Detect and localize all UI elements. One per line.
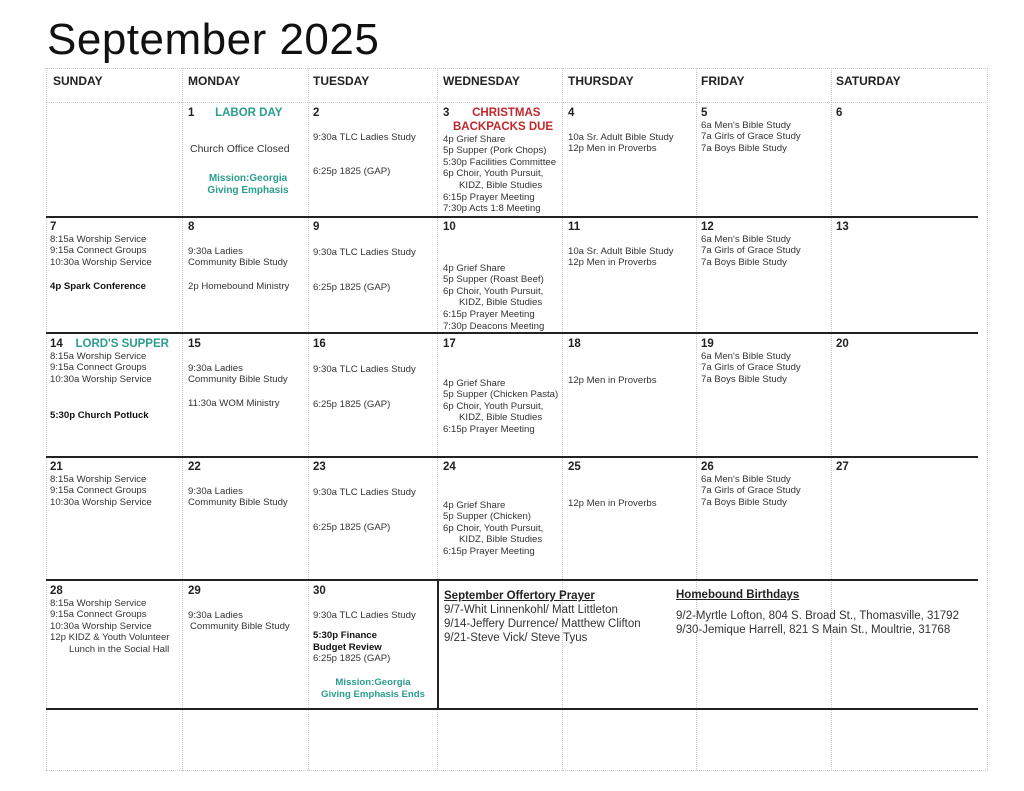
day-number: 4 xyxy=(568,107,575,119)
event-text: 6:25p 1825 (GAP) xyxy=(313,399,391,411)
event-text: 5p Supper (Roast Beef) xyxy=(443,274,544,286)
week-divider xyxy=(46,456,978,458)
day-number: 16 xyxy=(313,338,326,350)
day-cell xyxy=(313,462,433,534)
day-cell xyxy=(701,462,829,508)
lords-supper-label: LORD'S SUPPER xyxy=(75,338,169,350)
day-cell xyxy=(443,108,561,215)
event-text: 7a Boys Bible Study xyxy=(701,256,787,268)
event-text: 7:30p Acts 1:8 Meeting xyxy=(443,203,541,215)
day-cell xyxy=(443,339,561,436)
event-text: Community Bible Study xyxy=(188,257,288,269)
day-header-saturday: SATURDAY xyxy=(836,74,901,88)
holiday-label: LABOR DAY xyxy=(215,107,283,119)
event-text: KIDZ, Bible Studies xyxy=(459,412,543,424)
event-text: 8:15a Worship Service xyxy=(50,473,147,485)
birthdays-section xyxy=(676,590,981,637)
day-number: 22 xyxy=(188,461,201,473)
day-number: 12 xyxy=(701,221,714,233)
birthdays-title: Homebound Birthdays xyxy=(676,589,800,601)
event-text: 6p Choir, Youth Pursuit, xyxy=(443,168,544,180)
day-cell xyxy=(443,222,561,332)
offertory-item: 9/14-Jeffery Durrence/ Matthew Clifton xyxy=(444,617,641,630)
week-divider xyxy=(46,579,978,581)
event-text: 12p KIDZ & Youth Volunteer xyxy=(50,632,170,644)
day-number: 7 xyxy=(50,221,57,233)
day-cell xyxy=(568,222,693,269)
day-cell xyxy=(836,339,849,351)
grid-divider xyxy=(182,68,183,771)
notes-divider xyxy=(437,580,439,709)
event-text: Church Office Closed xyxy=(190,142,290,155)
day-number: 27 xyxy=(836,461,849,473)
event-text: 4p Grief Share xyxy=(443,499,506,511)
event-text: 10:30a Worship Service xyxy=(50,256,152,268)
day-number: 5 xyxy=(701,107,708,119)
day-number: 2 xyxy=(313,107,320,119)
day-number: 26 xyxy=(701,461,714,473)
day-header-monday: MONDAY xyxy=(188,74,241,88)
offertory-item: 9/7-Whit Linnenkohl/ Matt Littleton xyxy=(444,603,618,616)
event-text: 12p Men in Proverbs xyxy=(568,497,657,509)
day-number: 19 xyxy=(701,338,714,350)
event-text: 7a Girls of Grace Study xyxy=(701,362,801,374)
event-text: Community Bible Study xyxy=(190,621,290,633)
day-cell xyxy=(313,339,433,411)
week-divider xyxy=(46,708,978,710)
grid-divider xyxy=(46,102,988,103)
event-text: 5p Supper (Chicken) xyxy=(443,511,531,523)
day-number: 6 xyxy=(836,107,843,119)
day-cell xyxy=(443,462,561,558)
day-number: 24 xyxy=(443,461,456,473)
day-cell xyxy=(313,222,433,294)
day-cell xyxy=(836,108,842,120)
day-number: 28 xyxy=(50,585,63,597)
event-text: 6p Choir, Youth Pursuit, xyxy=(443,522,544,534)
event-text: 10:30a Worship Service xyxy=(50,496,152,508)
highlight-label: CHRISTMAS xyxy=(472,107,541,119)
event-text: 4p Grief Share xyxy=(443,377,506,389)
day-number: 13 xyxy=(836,221,849,233)
day-cell xyxy=(701,108,829,154)
event-text: 5p Supper (Pork Chops) xyxy=(443,145,547,157)
day-header-tuesday: TUESDAY xyxy=(313,74,370,88)
event-text: KIDZ, Bible Studies xyxy=(459,297,543,309)
event-text: 5:30p Church Potluck xyxy=(50,410,149,422)
event-text: 4p Grief Share xyxy=(443,262,506,274)
day-number: 1 xyxy=(188,107,195,119)
offertory-item: 9/21-Steve Vick/ Steve Tyus xyxy=(444,631,588,644)
event-text: Community Bible Study xyxy=(188,497,288,509)
event-text: 9:30a TLC Ladies Study xyxy=(313,609,416,621)
day-number: 30 xyxy=(313,585,326,597)
event-text: 12p Men in Proverbs xyxy=(568,374,657,386)
event-text: 9:30a Ladies xyxy=(188,362,243,374)
event-text: 7a Girls of Grace Study xyxy=(701,131,801,143)
day-cell xyxy=(188,222,306,292)
event-text: 6:25p 1825 (GAP) xyxy=(313,282,391,294)
event-text: Budget Review xyxy=(313,641,382,653)
mission-label: Giving Emphasis xyxy=(207,184,289,196)
day-cell xyxy=(836,222,849,234)
event-text: 9:30a TLC Ladies Study xyxy=(313,363,416,375)
day-cell xyxy=(50,462,180,508)
event-text: 6:15p Prayer Meeting xyxy=(443,308,535,320)
day-cell xyxy=(701,222,829,268)
event-text: 6a Men's Bible Study xyxy=(701,473,791,485)
day-cell xyxy=(836,462,849,474)
mission-label: Mission:Georgia xyxy=(335,676,411,688)
event-text: 5p Supper (Chicken Pasta) xyxy=(443,389,559,401)
event-text: KIDZ, Bible Studies xyxy=(459,534,543,546)
day-number: 23 xyxy=(313,461,326,473)
event-text: 9:30a TLC Ladies Study xyxy=(313,246,416,258)
grid-divider xyxy=(308,68,309,771)
event-text: 6:25p 1825 (GAP) xyxy=(313,522,391,534)
event-text: 7:30p Deacons Meeting xyxy=(443,320,545,332)
event-text: 11:30a WOM Ministry xyxy=(188,397,280,409)
event-text: 9:30a Ladies xyxy=(188,245,243,257)
event-text: 4p Spark Conference xyxy=(50,281,146,293)
event-text: KIDZ, Bible Studies xyxy=(459,179,543,191)
grid-divider xyxy=(696,68,697,771)
day-number: 3 xyxy=(443,107,450,119)
day-cell xyxy=(188,462,306,509)
event-text: 9:15a Connect Groups xyxy=(50,609,147,621)
grid-divider xyxy=(562,68,563,771)
event-text: 12p Men in Proverbs xyxy=(568,257,657,269)
day-cell xyxy=(188,586,306,633)
event-text: 10a Sr. Adult Bible Study xyxy=(568,131,674,143)
event-text: 6p Choir, Youth Pursuit, xyxy=(443,400,544,412)
mission-label: Giving Emphasis Ends xyxy=(321,688,425,700)
day-cell xyxy=(313,108,433,178)
page-title: September 2025 xyxy=(47,15,380,64)
event-text: Lunch in the Social Hall xyxy=(69,643,170,655)
event-text: 7a Boys Bible Study xyxy=(701,373,787,385)
highlight-label: BACKPACKS DUE xyxy=(453,120,554,133)
event-text: 6:25p 1825 (GAP) xyxy=(313,166,391,178)
day-cell xyxy=(50,586,182,656)
event-text: 4p Grief Share xyxy=(443,133,506,145)
day-cell xyxy=(568,108,693,155)
day-header-sunday: SUNDAY xyxy=(53,74,103,88)
day-header-wednesday: WEDNESDAY xyxy=(443,74,520,88)
day-number: 17 xyxy=(443,338,456,350)
day-number: 11 xyxy=(568,221,581,233)
day-cell xyxy=(188,108,303,196)
day-number: 20 xyxy=(836,338,849,350)
day-cell xyxy=(50,222,180,293)
event-text: 10:30a Worship Service xyxy=(50,620,152,632)
day-number: 29 xyxy=(188,585,201,597)
event-text: 8:15a Worship Service xyxy=(50,350,147,362)
event-text: 6:15p Prayer Meeting xyxy=(443,423,535,435)
event-text: 5:30p Finance xyxy=(313,630,377,642)
event-text: 2p Homebound Ministry xyxy=(188,280,290,292)
grid-divider xyxy=(831,68,832,771)
day-number: 15 xyxy=(188,338,201,350)
event-text: 5:30p Facilities Committee xyxy=(443,156,557,168)
event-text: 7a Boys Bible Study xyxy=(701,496,787,508)
event-text: 9:30a TLC Ladies Study xyxy=(313,486,416,498)
event-text: 7a Girls of Grace Study xyxy=(701,245,801,257)
event-text: 7a Boys Bible Study xyxy=(701,142,787,154)
event-text: 8:15a Worship Service xyxy=(50,233,147,245)
day-header-friday: FRIDAY xyxy=(701,74,745,88)
event-text: 10:30a Worship Service xyxy=(50,373,152,385)
event-text: 6:25p 1825 (GAP) xyxy=(313,653,391,665)
day-cell xyxy=(313,586,433,700)
event-text: 9:30a Ladies xyxy=(188,609,243,621)
event-text: 12p Men in Proverbs xyxy=(568,143,657,155)
day-cell xyxy=(568,339,693,386)
event-text: 6a Men's Bible Study xyxy=(701,233,791,245)
event-text: 9:15a Connect Groups xyxy=(50,485,147,497)
day-cell xyxy=(701,339,829,385)
day-number: 25 xyxy=(568,461,581,473)
day-cell xyxy=(50,339,180,422)
birthday-item: 9/2-Myrtle Lofton, 804 S. Broad St., Thomasville, 31792 xyxy=(676,609,959,622)
birthday-item: 9/30-Jemique Harrell, 821 S Main St., Moultrie, 31768 xyxy=(676,623,951,636)
offertory-section xyxy=(444,591,674,645)
event-text: 7a Girls of Grace Study xyxy=(701,485,801,497)
event-text: 6a Men's Bible Study xyxy=(701,350,791,362)
day-number: 8 xyxy=(188,221,195,233)
event-text: 9:15a Connect Groups xyxy=(50,245,147,257)
event-text: 10a Sr. Adult Bible Study xyxy=(568,245,674,257)
event-text: 6p Choir, Youth Pursuit, xyxy=(443,285,544,297)
day-number: 10 xyxy=(443,221,456,233)
day-number: 14 xyxy=(50,338,63,350)
event-text: 6:15p Prayer Meeting xyxy=(443,545,535,557)
week-divider xyxy=(46,216,978,218)
mission-label: Mission:Georgia xyxy=(208,173,288,185)
event-text: 6:15p Prayer Meeting xyxy=(443,191,535,203)
event-text: 8:15a Worship Service xyxy=(50,597,147,609)
day-cell xyxy=(188,339,306,409)
event-text: 9:30a Ladies xyxy=(188,485,243,497)
event-text: 9:30a TLC Ladies Study xyxy=(313,131,416,143)
event-text: Community Bible Study xyxy=(188,374,288,386)
day-header-thursday: THURSDAY xyxy=(568,74,634,88)
day-number: 21 xyxy=(50,461,63,473)
event-text: 9:15a Connect Groups xyxy=(50,362,147,374)
day-number: 9 xyxy=(313,221,320,233)
event-text: 6a Men's Bible Study xyxy=(701,119,791,131)
day-cell xyxy=(568,462,693,509)
day-number: 18 xyxy=(568,338,581,350)
week-divider xyxy=(46,332,978,334)
offertory-title: September Offertory Prayer xyxy=(444,590,595,602)
